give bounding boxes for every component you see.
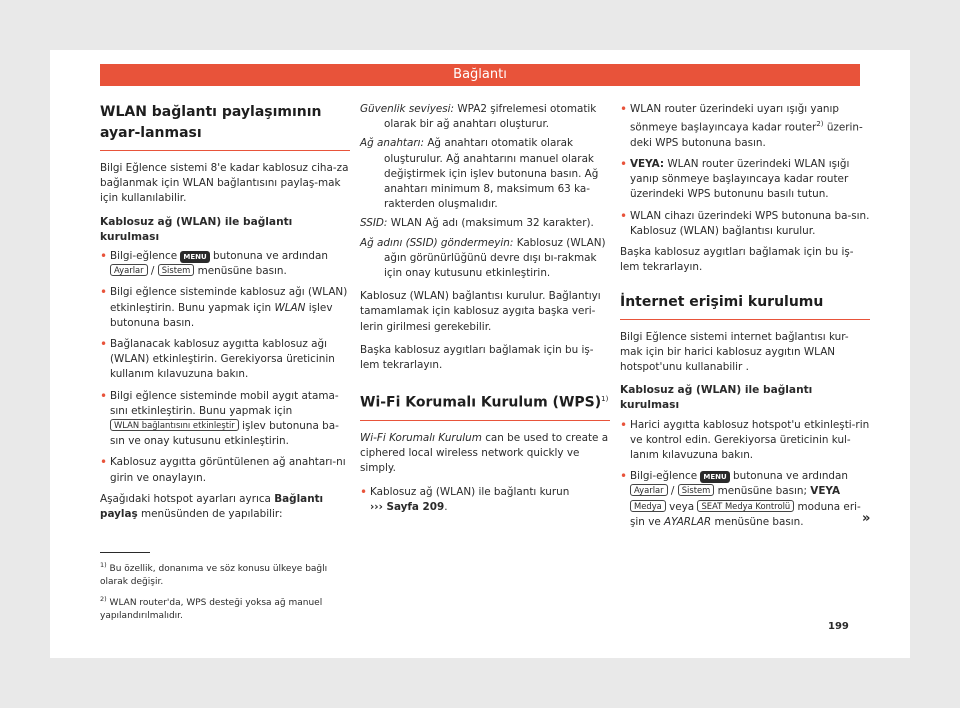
continue-arrow-icon: » bbox=[862, 511, 871, 526]
text: Bağlanacak kablosuz aygıtta kablosuz ağı (WLAN) etkinleştirin. Gerekiyorsa üreticinin kullanım kılavuzuna bakın. bbox=[110, 338, 335, 381]
column-right bbox=[620, 102, 870, 536]
text: Ağ anahtarı otomatik olarak oluşturulur. Ağ anahtarını manuel olarak değiştirmek için işlev butonuna basın. Ağ anahtarı minimum 8, maksimum 63 ka-rakterden oluşmalıdır. bbox=[384, 137, 599, 211]
subheading: Kablosuz ağ (WLAN) ile bağlantı kurulması bbox=[100, 215, 293, 243]
term: Güvenlik seviyesi: bbox=[360, 103, 455, 115]
term: Ağ adını (SSID) göndermeyin: bbox=[360, 236, 514, 249]
text: Kablosuz ağ (WLAN) ile bağlantı kurun bbox=[370, 485, 570, 498]
paragraph: Başka kablosuz aygıtları bağlamak için bu iş-lem tekrarlayın. bbox=[620, 246, 854, 274]
list-item bbox=[620, 418, 870, 464]
text: . bbox=[444, 500, 448, 513]
text: can be used to create a ciphered local wireless network quickly ve simply. bbox=[360, 431, 609, 475]
text: Bu özellik, donanıma ve söz konusu ülkeye bağlı olarak değişir. bbox=[100, 564, 328, 587]
section-header: Bağlantı bbox=[100, 64, 860, 86]
text: butonuna ve ardından bbox=[213, 250, 328, 263]
text: butonuna ve ardından bbox=[733, 470, 848, 483]
text: WLAN router üzerindeki WLAN ışığı yanıp sönmeye başlayıncaya kadar router üzerindeki WPS butonunu basılı tutun. bbox=[630, 158, 850, 201]
paragraph: Bilgi Eğlence sistemi internet bağlantısı kur-mak için bir harici kablosuz aygıtın WLAN hotspot'unu kullanabilir . bbox=[620, 330, 849, 373]
footnote-number: 1) bbox=[100, 561, 107, 569]
text: menüsüne basın. bbox=[714, 515, 804, 528]
list-item bbox=[100, 455, 350, 485]
text: WLAN Ağ adı (maksimum 32 karakter). bbox=[390, 217, 594, 230]
term: Ağ anahtarı: bbox=[360, 137, 425, 150]
outro-paragraph bbox=[100, 492, 350, 522]
text: / bbox=[150, 265, 155, 278]
text: menüsünden de yapılabilir: bbox=[140, 508, 283, 521]
column-left bbox=[100, 102, 350, 530]
paragraph bbox=[360, 431, 610, 477]
menu-key-icon: MENU bbox=[700, 471, 729, 483]
term: SSID: bbox=[360, 217, 388, 230]
bold-text: VEYA bbox=[810, 485, 841, 498]
text: veya bbox=[669, 500, 695, 513]
text: WPA2 şifrelemesi otomatik olarak bir ağ anahtarı oluşturur. bbox=[384, 103, 597, 131]
text: menüsüne basın; bbox=[717, 485, 807, 498]
key-seat-media-control: SEAT Medya Kontrolü bbox=[697, 500, 794, 512]
bullet-icon: • bbox=[100, 249, 108, 264]
text: Bilgi eğlence sisteminde mobil aygıt atama-sını etkinleştirin. Bunu yapmak için bbox=[110, 389, 339, 417]
key-sistem: Sistem bbox=[158, 264, 195, 276]
page-reference-link[interactable]: ››› Sayfa 209 bbox=[370, 500, 445, 513]
term: Wi-Fi Korumalı Kurulum bbox=[360, 431, 482, 444]
bullet-icon: • bbox=[360, 484, 368, 499]
list-item bbox=[100, 389, 350, 450]
footnote-ref: 1) bbox=[601, 395, 609, 404]
key-ayarlar: Ayarlar bbox=[630, 484, 668, 496]
key-ayarlar: Ayarlar bbox=[110, 264, 148, 276]
text: menüsüne basın. bbox=[197, 265, 287, 278]
column-middle bbox=[360, 102, 610, 521]
menu-key-icon: MENU bbox=[180, 251, 209, 263]
list-item bbox=[620, 157, 870, 203]
definition-item bbox=[360, 102, 610, 132]
text: işlev butonuna ba-sın ve onay kutusunu etkinleştirin. bbox=[110, 420, 339, 448]
bullet-icon: • bbox=[620, 208, 628, 223]
list-item bbox=[620, 469, 870, 530]
text: / bbox=[670, 485, 675, 498]
definition-item bbox=[360, 136, 610, 212]
definition-item bbox=[360, 216, 610, 231]
bullet-icon: • bbox=[620, 417, 628, 432]
bold-text: VEYA: bbox=[630, 158, 665, 171]
heading-text: Wi-Fi Korumalı Kurulum (WPS) bbox=[360, 394, 602, 411]
text: Kablosuz (WLAN) ağın görünürlüğünü devre dışı bı-rakmak için onay kutusunu etkinleştirin. bbox=[384, 236, 606, 280]
bold-text: Bağlantı paylaş bbox=[100, 492, 324, 521]
footnote-number: 2) bbox=[100, 595, 107, 603]
list-item bbox=[620, 102, 870, 151]
bullet-icon: • bbox=[620, 102, 628, 116]
key-wlan-enable: WLAN bağlantısını etkinleştir bbox=[110, 419, 239, 431]
text: WLAN cihazı üzerindeki WPS butonuna ba-sın. Kablosuz (WLAN) bağlantısı kurulur. bbox=[630, 209, 870, 237]
bullet-icon: • bbox=[620, 469, 628, 484]
text: üzerin-deki WPS butonuna basın. bbox=[630, 121, 863, 149]
text: Bilgi-eğlence bbox=[110, 250, 178, 263]
section-heading: İnternet erişimi kurulumu bbox=[620, 292, 870, 320]
key-sistem: Sistem bbox=[678, 484, 715, 496]
text: Aşağıdaki hotspot ayarları ayrıca bbox=[100, 492, 271, 505]
bullet-icon: • bbox=[100, 285, 108, 300]
subheading: Kablosuz ağ (WLAN) ile bağlantı kurulması bbox=[620, 384, 813, 412]
term: AYARLAR bbox=[664, 515, 712, 528]
text: moduna eri-şin ve bbox=[630, 500, 861, 528]
list-item bbox=[100, 285, 350, 331]
intro-paragraph: Bilgi Eğlence sistemi 8'e kadar kablosuz ciha-za bağlanmak için WLAN bağlantısını paylaş-mak için kullanılabilir. bbox=[100, 162, 349, 205]
text: Kablosuz aygıtta görüntülenen ağ anahtarı-nı girin ve onaylayın. bbox=[110, 456, 346, 484]
text: işlev butonuna basın. bbox=[110, 301, 333, 329]
bullet-icon: • bbox=[100, 337, 108, 352]
text: Bilgi-eğlence bbox=[630, 470, 698, 483]
footnote-divider bbox=[100, 552, 150, 553]
section-heading: WLAN bağlantı paylaşımının ayar-lanması bbox=[100, 102, 350, 151]
bullet-icon: • bbox=[100, 455, 108, 470]
list-item bbox=[100, 249, 350, 279]
list-item bbox=[100, 337, 350, 383]
text: WLAN router üzerindeki uyarı ışığı yanıp sönmeye başlayıncaya kadar router bbox=[630, 103, 840, 134]
text: WLAN router'da, WPS desteği yoksa ağ manuel yapılandırılmalıdır. bbox=[100, 598, 323, 621]
manual-page bbox=[50, 50, 910, 658]
footnote-ref: 2) bbox=[816, 120, 824, 129]
page-number: 199 bbox=[828, 621, 849, 632]
paragraph: Kablosuz (WLAN) bağlantısı kurulur. Bağlantıyı tamamlamak için kablosuz aygıta başka veri-lerin girilmesi gerekebilir. bbox=[360, 290, 601, 333]
footnotes bbox=[100, 552, 350, 627]
footnote bbox=[100, 559, 350, 589]
paragraph: Başka kablosuz aygıtları bağlamak için bu iş-lem tekrarlayın. bbox=[360, 343, 594, 372]
term: WLAN bbox=[274, 301, 306, 314]
definition-item bbox=[360, 236, 610, 282]
list-item bbox=[620, 209, 870, 239]
text: Bilgi eğlence sisteminde kablosuz ağı (WLAN) etkinleştirin. Bunu yapmak için bbox=[110, 286, 348, 314]
text: Harici aygıtta kablosuz hotspot'u etkinleşti-rin ve kontrol edin. Gerekiyorsa üreticinin kul-lanım kılavuzuna bakın. bbox=[630, 418, 870, 461]
key-medya: Medya bbox=[630, 500, 666, 512]
list-item bbox=[360, 485, 610, 515]
bullet-icon: • bbox=[620, 157, 628, 172]
footnote bbox=[100, 593, 350, 623]
section-heading bbox=[360, 389, 610, 421]
bullet-icon: • bbox=[100, 388, 108, 403]
